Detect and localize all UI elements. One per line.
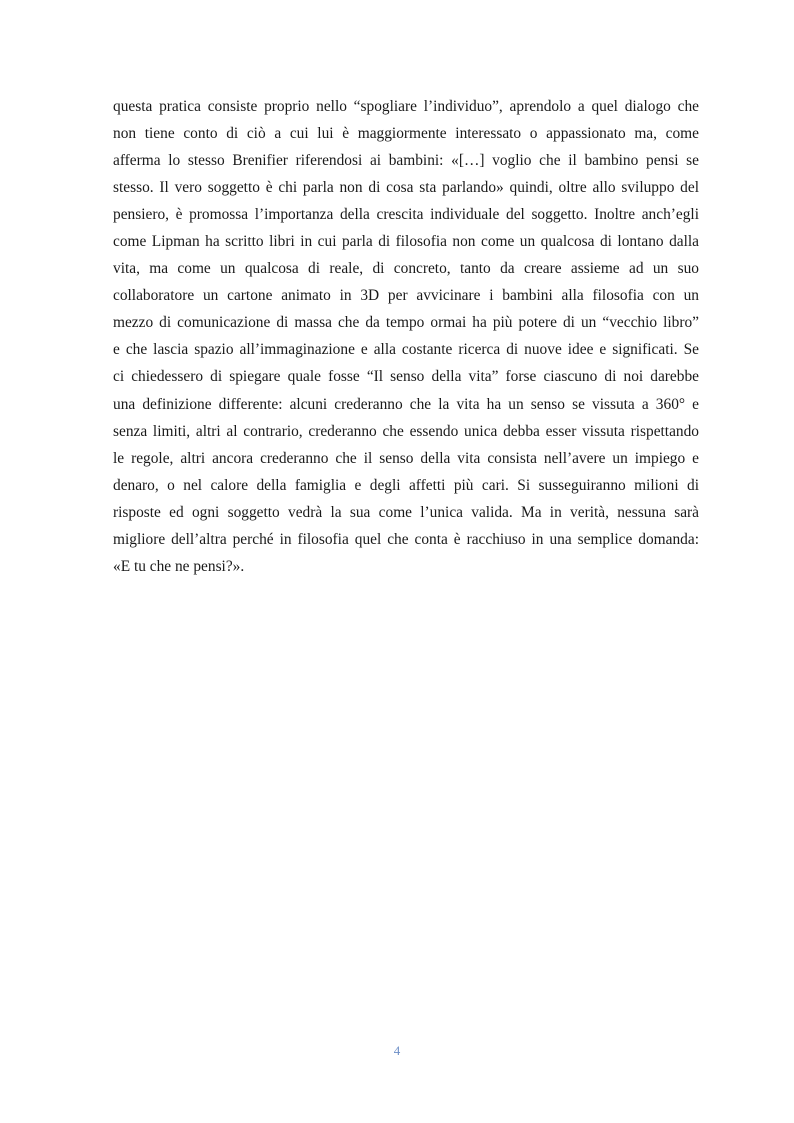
paragraph-line-last: «E tu che ne pensi?».	[113, 557, 245, 575]
paragraph-line: vita, ma come un qualcosa di reale, di concreto, tanto da creare assieme ad un suo	[113, 260, 699, 278]
body-paragraph	[113, 93, 699, 580]
paragraph-line: le regole, altri ancora crederanno che il senso della vita consista nell’avere un impiego e	[113, 449, 699, 467]
paragraph-line: come Lipman ha scritto libri in cui parla di filosofia non come un qualcosa di lontano dalla	[113, 233, 699, 251]
paragraph-line: non tiene conto di ciò a cui lui è maggiormente interessato o appassionato ma, come	[113, 125, 699, 143]
paragraph-line: risposte ed ogni soggetto vedrà la sua come l’unica valida. Ma in verità, nessuna sarà	[113, 503, 699, 521]
paragraph-line: senza limiti, altri al contrario, crederanno che essendo unica debba esser vissuta rispettando	[113, 422, 699, 440]
paragraph-line: questa pratica consiste proprio nello “spogliare l’individuo”, aprendolo a quel dialogo che	[113, 98, 699, 115]
paragraph-line: pensiero, è promossa l’importanza della crescita individuale del soggetto. Inoltre anch’egli	[113, 206, 699, 224]
paragraph-line: migliore dell’altra perché in filosofia quel che conta è racchiuso in una semplice domanda:	[113, 530, 699, 548]
paragraph-line: afferma lo stesso Brenifier riferendosi ai bambini: «[…] voglio che il bambino pensi se	[113, 152, 699, 170]
paragraph-line: stesso. Il vero soggetto è chi parla non di cosa sta parlando» quindi, oltre allo sviluppo del	[113, 179, 699, 197]
paragraph-line: ci chiedessero di spiegare quale fosse “Il senso della vita” forse ciascuno di noi darebbe	[113, 368, 699, 386]
paragraph-line: mezzo di comunicazione di massa che da tempo ormai ha più potere di un “vecchio libro”	[113, 314, 699, 332]
paragraph-line: collaboratore un cartone animato in 3D per avvicinare i bambini alla filosofia con un	[113, 287, 699, 305]
paragraph-line: e che lascia spazio all’immaginazione e alla costante ricerca di nuove idee e significati. Se	[113, 341, 699, 359]
paragraph-line: denaro, o nel calore della famiglia e degli affetti più cari. Si susseguiranno milioni di	[113, 476, 699, 494]
page-number: 4	[393, 1043, 401, 1058]
paragraph-line: una definizione differente: alcuni crederanno che la vita ha un senso se vissuta a 360° e	[113, 395, 699, 413]
